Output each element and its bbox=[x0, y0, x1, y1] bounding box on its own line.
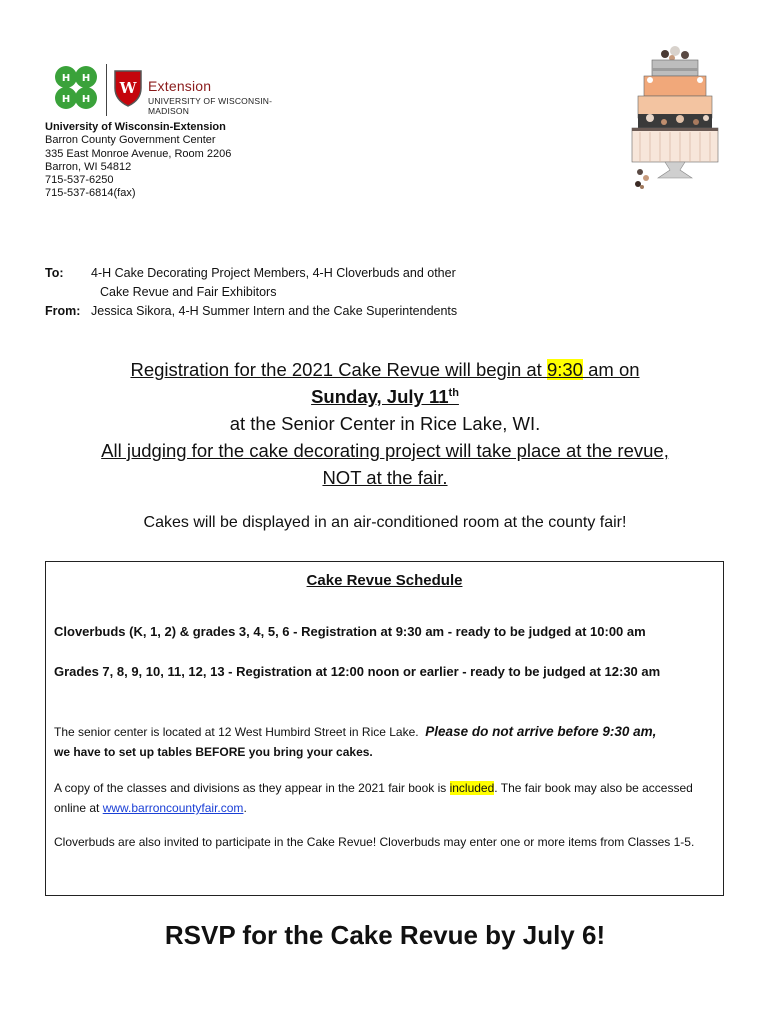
highlighted-time: 9:30 bbox=[546, 359, 583, 380]
phone-number: 715-537-6250 bbox=[45, 174, 114, 187]
rsvp-heading: RSVP for the Cake Revue by July 6! bbox=[164, 920, 606, 950]
memo-to-row bbox=[45, 264, 545, 283]
announce-text: am on bbox=[582, 359, 640, 380]
fair-book-paragraph bbox=[54, 778, 716, 818]
fair-book-text: A copy of the classes and divisions as they appear in the 2021 fair book is bbox=[54, 781, 450, 795]
svg-text:H: H bbox=[81, 94, 91, 105]
org-name: University of Wisconsin-Extension bbox=[45, 121, 226, 133]
extension-wordmark: Extension bbox=[148, 78, 212, 94]
address-line: Barron, WI 54812 bbox=[45, 160, 132, 173]
fax-number: 715-537-6814(fax) bbox=[45, 187, 136, 200]
announce-date bbox=[40, 383, 730, 410]
fair-book-text: . bbox=[243, 801, 247, 815]
schedule-box bbox=[45, 561, 724, 896]
memo-from-value: Jessica Sikora, 4-H Summer Intern and the Cake Superintendents bbox=[91, 304, 458, 318]
memo-from-row bbox=[45, 302, 545, 321]
svg-text:H: H bbox=[61, 94, 71, 105]
announce-not-fair: NOT at the fair. bbox=[322, 467, 448, 488]
address-line: Barron County Government Center bbox=[45, 134, 216, 147]
svg-text:H: H bbox=[81, 73, 91, 84]
cakes-displayed-note: Cakes will be displayed in an air-conditioned room at the county fair! bbox=[143, 514, 627, 531]
memo-to-value: 4-H Cake Decorating Project Members, 4-H Cloverbuds and other bbox=[91, 266, 456, 280]
cake-illustration-icon bbox=[620, 44, 730, 194]
svg-text:H: H bbox=[61, 73, 71, 84]
announce-text: Registration for the 2021 Cake Revue will begin at bbox=[130, 359, 547, 380]
setup-warning: we have to set up tables BEFORE you bring your cakes. bbox=[54, 745, 373, 759]
memo-to-label: To: bbox=[45, 266, 64, 280]
announce-line-1 bbox=[40, 356, 730, 383]
university-wordmark: UNIVERSITY OF WISCONSIN-MADISON bbox=[148, 96, 273, 116]
cloverbuds-paragraph: Cloverbuds are also invited to participate in the Cake Revue! Cloverbuds may enter one or more items from Classes 1-5. bbox=[54, 835, 695, 849]
arrival-warning: Please do not arrive before 9:30 am, bbox=[425, 724, 657, 739]
schedule-item: Cloverbuds (K, 1, 2) & grades 3, 4, 5, 6 - Registration at 9:30 am - ready to be judged at 10:00 am bbox=[54, 624, 646, 639]
date-text: Sunday, July 11 bbox=[311, 386, 449, 407]
svg-text:W: W bbox=[119, 79, 137, 97]
four-h-clover-icon bbox=[50, 62, 102, 114]
address-line: 335 East Monroe Avenue, Room 2206 bbox=[45, 147, 232, 160]
senior-center-paragraph bbox=[54, 722, 716, 762]
schedule-item: Grades 7, 8, 9, 10, 11, 12, 13 - Registration at 12:00 noon or earlier - ready to be judged at 12:30 am bbox=[54, 664, 661, 679]
memo-to-continuation bbox=[45, 283, 545, 302]
senior-location-text: The senior center is located at 12 West Humbird Street in Rice Lake. bbox=[54, 725, 419, 739]
logo-divider bbox=[106, 64, 107, 116]
announce-judging: All judging for the cake decorating project will take place at the revue, bbox=[101, 440, 669, 461]
logo-block bbox=[50, 62, 300, 122]
schedule-title: Cake Revue Schedule bbox=[306, 572, 463, 589]
fair-book-text: . The fair book may also be accessed online at bbox=[54, 781, 693, 815]
registration-announcement bbox=[40, 356, 730, 491]
address-block bbox=[45, 121, 231, 201]
memo-from-label: From: bbox=[45, 304, 81, 318]
highlighted-included: included bbox=[449, 781, 495, 795]
uw-crest-icon bbox=[113, 68, 143, 108]
date-suffix: th bbox=[448, 386, 459, 399]
memo-to-value-line2: Cake Revue and Fair Exhibitors bbox=[100, 285, 277, 299]
memo-header bbox=[45, 264, 545, 321]
fair-website-link[interactable]: www.barroncountyfair.com bbox=[102, 801, 244, 815]
announce-location: at the Senior Center in Rice Lake, WI. bbox=[229, 413, 541, 434]
